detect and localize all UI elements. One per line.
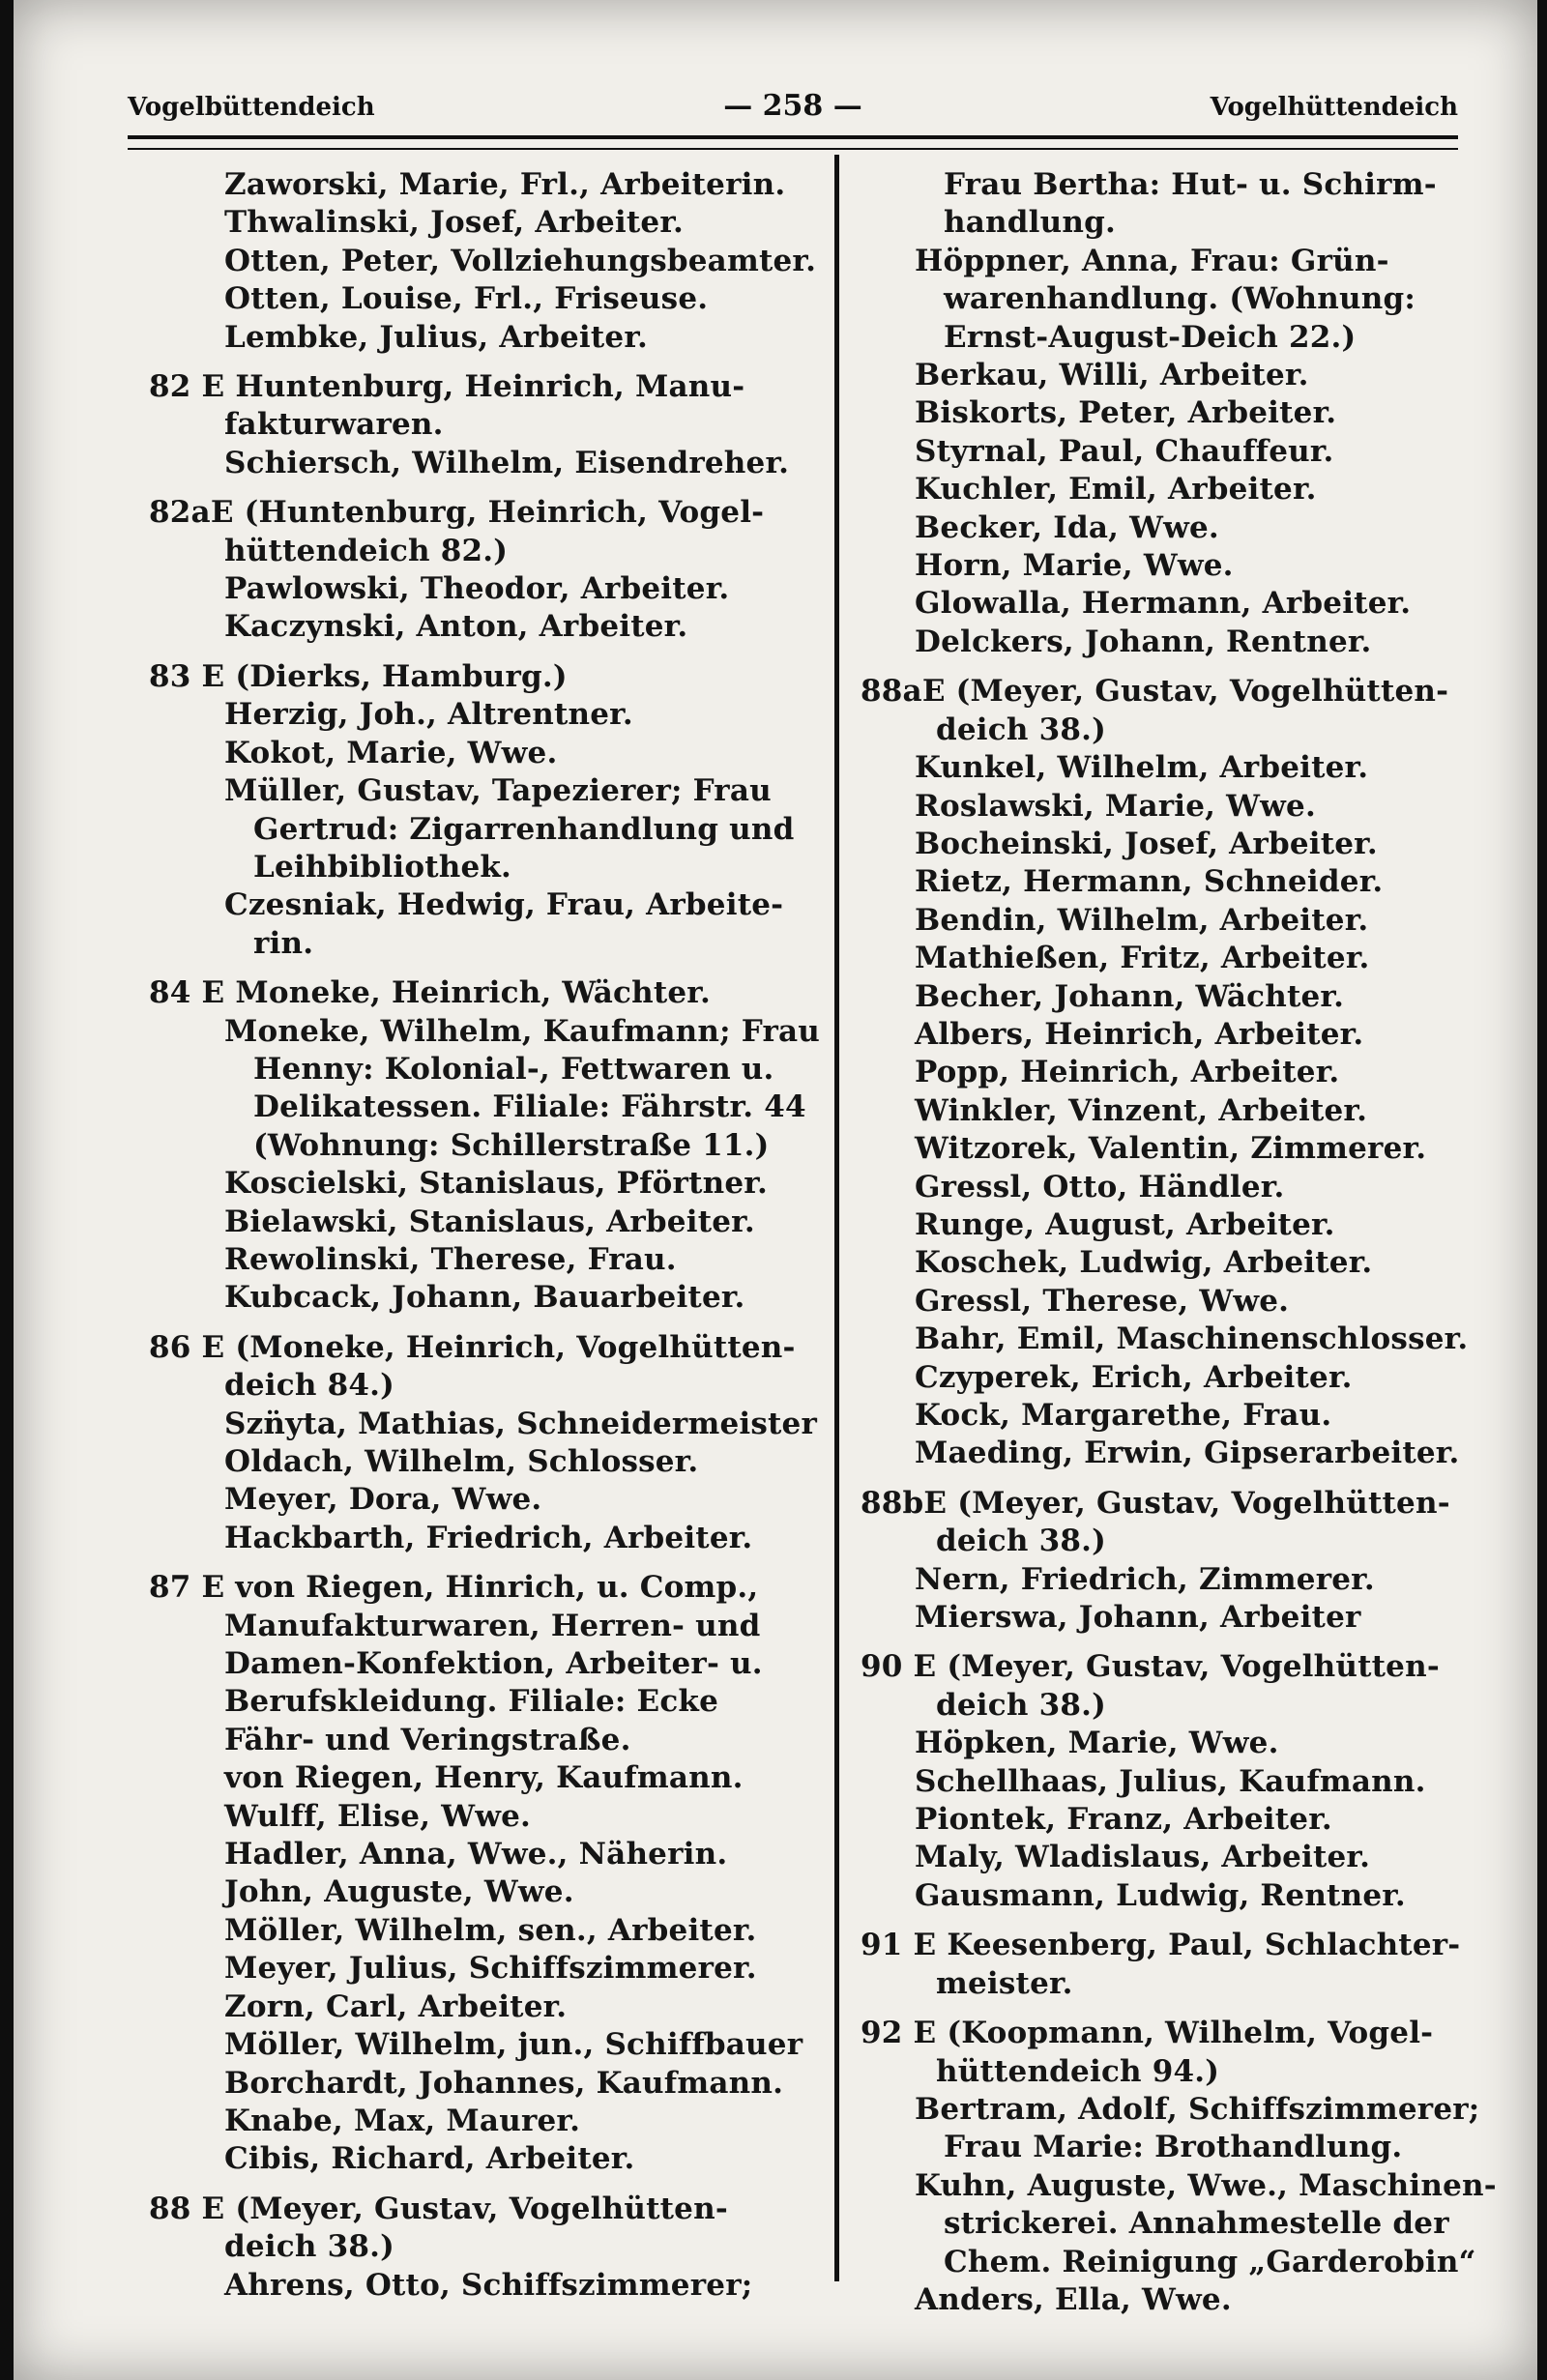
resident-entry-line: Oldach, Wilhelm, Schlosser. xyxy=(224,1444,699,1479)
house-entry-line: deich 38.) xyxy=(224,2229,394,2265)
resident-entry-line: Henny: Kolonial-, Fettwaren u. xyxy=(253,1051,774,1087)
resident-entry-line: Frau Marie: Brothandlung. xyxy=(944,2130,1403,2165)
resident-entry-line: Kuchler, Emil, Arbeiter. xyxy=(915,472,1317,508)
resident-entry-line: Mierswa, Johann, Arbeiter xyxy=(915,1600,1361,1636)
resident-entry-line: Zaworski, Marie, Frl., Arbeiterin. xyxy=(224,167,786,202)
resident-entry-line: strickerei. Annahmestelle der xyxy=(944,2206,1449,2242)
left-column xyxy=(149,166,821,2305)
resident-entry-line: Otten, Peter, Vollziehungsbeamter. xyxy=(224,243,817,278)
resident-entry-line: Roslawski, Marie, Wwe. xyxy=(915,788,1316,824)
header-street-right: Vogelhüttendeich xyxy=(1210,93,1458,122)
house-entry-line: 88bE (Meyer, Gustav, Vogelhütten- xyxy=(861,1485,1450,1521)
resident-entry-line: Rewolinski, Therese, Frau. xyxy=(224,1241,677,1277)
resident-entry-line: Herzig, Joh., Altrentner. xyxy=(224,697,633,733)
house-entry-line: 88aE (Meyer, Gustav, Vogelhütten- xyxy=(861,674,1449,710)
resident-entry-line: Hackbarth, Friedrich, Arbeiter. xyxy=(224,1520,753,1555)
house-entry-line: 82aE (Huntenburg, Heinrich, Vogel- xyxy=(149,495,765,531)
house-entry-line: 90 E (Meyer, Gustav, Vogelhütten- xyxy=(861,1649,1440,1685)
house-entry-line: 91 E Keesenberg, Paul, Schlachter- xyxy=(861,1928,1461,1963)
resident-entry-line: Albers, Heinrich, Arbeiter. xyxy=(915,1016,1364,1052)
resident-entry-line: Frau Bertha: Hut- u. Schirm- xyxy=(944,167,1437,202)
page-header xyxy=(128,89,1458,133)
resident-entry-line: Leihbibliothek. xyxy=(253,849,512,885)
resident-entry-line: Kubcack, Johann, Bauarbeiter. xyxy=(224,1280,745,1316)
resident-entry-line: Mathießen, Fritz, Arbeiter. xyxy=(915,941,1370,976)
resident-entry-line: Bahr, Emil, Maschinenschlosser. xyxy=(915,1321,1469,1357)
resident-entry-line: Kock, Margarethe, Frau. xyxy=(915,1398,1332,1433)
resident-entry-line: warenhandlung. (Wohnung: xyxy=(944,281,1416,317)
house-entry-line: meister. xyxy=(936,1965,1073,2001)
resident-entry-line: Otten, Louise, Frl., Friseuse. xyxy=(224,281,709,317)
house-entry-line: deich 38.) xyxy=(936,711,1106,747)
resident-entry-line: Glowalla, Hermann, Arbeiter. xyxy=(915,586,1412,622)
house-entry-line: 92 E (Koopmann, Wilhelm, Vogel- xyxy=(861,2016,1434,2051)
house-entry-line: 82 E Huntenburg, Heinrich, Manu- xyxy=(149,369,745,405)
resident-entry-line: Piontek, Franz, Arbeiter. xyxy=(915,1802,1332,1838)
resident-entry-line: Czyperek, Erich, Arbeiter. xyxy=(915,1359,1353,1395)
resident-entry-line: Maeding, Erwin, Gipserarbeiter. xyxy=(915,1436,1460,1471)
resident-entry-line: Ahrens, Otto, Schiffszimmerer; xyxy=(224,2267,753,2303)
house-entry-line: 88 E (Meyer, Gustav, Vogelhütten- xyxy=(149,2191,728,2226)
resident-entry-line: Gausmann, Ludwig, Rentner. xyxy=(915,1877,1406,1913)
resident-entry-line: Hadler, Anna, Wwe., Näherin. xyxy=(224,1837,728,1872)
resident-entry-line: Koscielski, Stanislaus, Pförtner. xyxy=(224,1166,768,1202)
house-entry-line: hüttendeich 94.) xyxy=(936,2053,1220,2089)
resident-entry-line: Kaczynski, Anton, Arbeiter. xyxy=(224,609,688,645)
resident-entry-line: rin. xyxy=(253,925,314,961)
resident-entry-line: Runge, August, Arbeiter. xyxy=(915,1206,1335,1242)
resident-entry-line: (Wohnung: Schillerstraße 11.) xyxy=(253,1127,770,1163)
resident-entry-line: Gertrud: Zigarrenhandlung und xyxy=(253,811,795,847)
resident-entry-line: Czesniak, Hedwig, Frau, Arbeite- xyxy=(224,887,784,923)
resident-entry-line: Müller, Gustav, Tapezierer; Frau xyxy=(224,773,772,809)
house-entry-line: 86 E (Moneke, Heinrich, Vogelhütten- xyxy=(149,1329,796,1365)
resident-entry-line: Möller, Wilhelm, sen., Arbeiter. xyxy=(224,1912,757,1948)
header-rule xyxy=(128,135,1458,150)
resident-entry-line: Koschek, Ludwig, Arbeiter. xyxy=(915,1245,1373,1281)
resident-entry-line: Meyer, Julius, Schiffszimmerer. xyxy=(224,1951,757,1987)
resident-entry-line: Moneke, Wilhelm, Kaufmann; Frau xyxy=(224,1013,821,1049)
resident-entry-line: Gressl, Therese, Wwe. xyxy=(915,1283,1290,1319)
resident-entry-line: Borchardt, Johannes, Kaufmann. xyxy=(224,2065,784,2101)
resident-entry-line: Höpken, Marie, Wwe. xyxy=(915,1726,1279,1761)
house-entry-line: 84 E Moneke, Heinrich, Wächter. xyxy=(149,975,711,1011)
resident-entry-line: John, Auguste, Wwe. xyxy=(224,1874,574,1910)
resident-entry-line: Styrnal, Paul, Chauffeur. xyxy=(915,433,1334,469)
resident-entry-line: Becher, Johann, Wächter. xyxy=(915,978,1345,1014)
resident-entry-line: Pawlowski, Theodor, Arbeiter. xyxy=(224,571,730,607)
resident-entry-line: Cibis, Richard, Arbeiter. xyxy=(224,2141,635,2177)
resident-entry-line: Lembke, Julius, Arbeiter. xyxy=(224,319,649,355)
resident-entry-line: Bielawski, Stanislaus, Arbeiter. xyxy=(224,1204,755,1239)
resident-entry-line: Berkau, Willi, Arbeiter. xyxy=(915,358,1309,393)
resident-entry-line: Bertram, Adolf, Schiffszimmerer; xyxy=(915,2091,1480,2127)
resident-entry-line: Biskorts, Peter, Arbeiter. xyxy=(915,395,1337,431)
resident-entry-line: Gressl, Otto, Händler. xyxy=(915,1169,1285,1205)
house-entry-line: 87 E von Riegen, Hinrich, u. Comp., xyxy=(149,1570,759,1606)
house-entry-line: Manufakturwaren, Herren- und xyxy=(224,1608,761,1643)
resident-entry-line: Rietz, Hermann, Schneider. xyxy=(915,864,1384,900)
house-entry-line: fakturwaren. xyxy=(224,407,444,443)
resident-entry-line: von Riegen, Henry, Kaufmann. xyxy=(224,1760,744,1796)
column-divider xyxy=(834,155,839,2281)
resident-entry-line: Horn, Marie, Wwe. xyxy=(915,548,1234,584)
resident-entry-line: Maly, Wladislaus, Arbeiter. xyxy=(915,1840,1371,1875)
house-entry-line: Damen-Konfektion, Arbeiter- u. xyxy=(224,1646,763,1682)
resident-entry-line: Anders, Ella, Wwe. xyxy=(915,2281,1232,2317)
right-column xyxy=(861,166,1499,2319)
directory-page xyxy=(14,0,1537,2380)
resident-entry-line: Knabe, Max, Maurer. xyxy=(224,2103,581,2138)
resident-entry-line: Chem. Reinigung „Garderobin“ xyxy=(944,2244,1476,2279)
header-street-left: Vogelbüttendeich xyxy=(128,93,375,122)
resident-entry-line: Zorn, Carl, Arbeiter. xyxy=(224,1988,568,2024)
house-entry-line: hüttendeich 82.) xyxy=(224,533,509,568)
resident-entry-line: Delikatessen. Filiale: Fährstr. 44 xyxy=(253,1089,806,1125)
resident-entry-line: Schellhaas, Julius, Kaufmann. xyxy=(915,1763,1426,1799)
resident-entry-line: Becker, Ida, Wwe. xyxy=(915,509,1219,545)
resident-entry-line: Bendin, Wilhelm, Arbeiter. xyxy=(915,902,1369,938)
resident-entry-line: Meyer, Dora, Wwe. xyxy=(224,1482,542,1518)
resident-entry-line: Thwalinski, Josef, Arbeiter. xyxy=(224,205,685,241)
resident-entry-line: handlung. xyxy=(944,205,1116,241)
house-entry-line: deich 84.) xyxy=(224,1368,394,1404)
resident-entry-line: Möller, Wilhelm, jun., Schiffbauer xyxy=(224,2027,803,2063)
resident-entry-line: Delckers, Johann, Rentner. xyxy=(915,624,1372,659)
resident-entry-line: Kokot, Marie, Wwe. xyxy=(224,735,558,770)
house-entry-line: deich 38.) xyxy=(936,1524,1106,1559)
house-entry-line: deich 38.) xyxy=(936,1687,1106,1723)
resident-entry-line: Winkler, Vinzent, Arbeiter. xyxy=(915,1092,1368,1128)
resident-entry-line: Bocheinski, Josef, Arbeiter. xyxy=(915,826,1378,861)
house-entry-line: 83 E (Dierks, Hamburg.) xyxy=(149,658,568,694)
resident-entry-line: Wulff, Elise, Wwe. xyxy=(224,1798,532,1834)
resident-entry-line: Nern, Friedrich, Zimmerer. xyxy=(915,1561,1375,1597)
house-entry-line: Fähr- und Veringstraße. xyxy=(224,1722,631,1757)
resident-entry-line: Schiersch, Wilhelm, Eisendreher. xyxy=(224,445,790,480)
page-number: — 258 — xyxy=(723,89,862,123)
house-entry-line: Berufskleidung. Filiale: Ecke xyxy=(224,1684,719,1720)
resident-entry-line: Höppner, Anna, Frau: Grün- xyxy=(915,243,1389,278)
resident-entry-line: Kunkel, Wilhelm, Arbeiter. xyxy=(915,750,1369,786)
resident-entry-line: Popp, Heinrich, Arbeiter. xyxy=(915,1055,1340,1090)
resident-entry-line: Szn̈yta, Mathias, Schneidermeister xyxy=(224,1406,817,1441)
resident-entry-line: Witzorek, Valentin, Zimmerer. xyxy=(915,1131,1427,1167)
resident-entry-line: Kuhn, Auguste, Wwe., Maschinen- xyxy=(915,2167,1497,2203)
resident-entry-line: Ernst-August-Deich 22.) xyxy=(944,319,1357,355)
